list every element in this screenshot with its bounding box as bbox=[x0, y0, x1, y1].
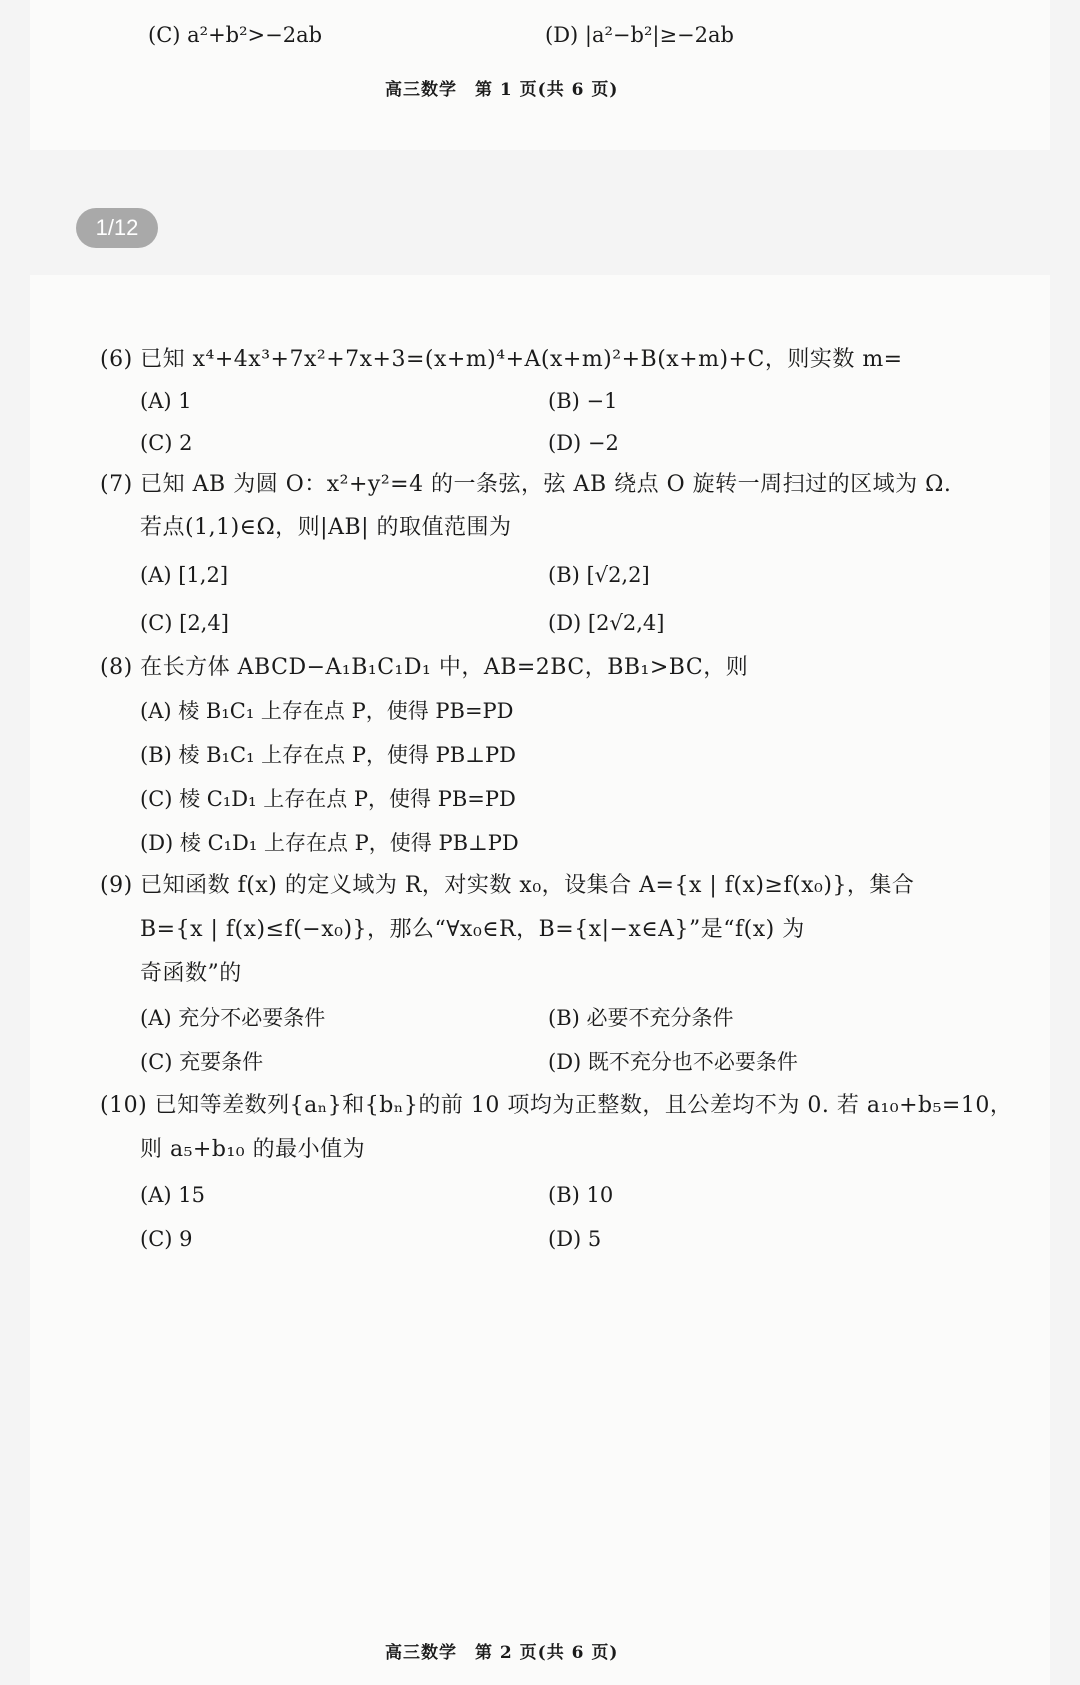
q10-option-c: (C) 9 bbox=[140, 1227, 193, 1251]
option-c-prev: (C) a²+b²>−2ab bbox=[148, 23, 323, 47]
page-footer-2: 高三数学 第 2 页(共 6 页) bbox=[385, 1643, 619, 1663]
q9-option-b: (B) 必要不充分条件 bbox=[548, 1006, 734, 1030]
question-10-stem-line2: 则 a₅+b₁₀ 的最小值为 bbox=[140, 1137, 366, 1162]
q8-option-a: (A) 棱 B₁C₁ 上存在点 P，使得 PB=PD bbox=[140, 699, 514, 723]
question-7-stem-line2: 若点(1,1)∈Ω，则|AB| 的取值范围为 bbox=[140, 515, 512, 540]
q9-option-c: (C) 充要条件 bbox=[140, 1050, 264, 1074]
q7-option-d: (D) [2√2,4] bbox=[548, 611, 665, 635]
q7-option-c: (C) [2,4] bbox=[140, 611, 229, 635]
question-7-stem-line1: (7) 已知 AB 为圆 O：x²+y²=4 的一条弦，弦 AB 绕点 O 旋转一周扫过的区域为 Ω. bbox=[100, 472, 952, 497]
q6-option-a: (A) 1 bbox=[140, 389, 192, 413]
question-10-stem-line1: (10) 已知等差数列{aₙ}和{bₙ}的前 10 项均为正整数，且公差均不为 0. 若 a₁₀+b₅=10， bbox=[100, 1093, 1013, 1118]
previous-page bbox=[30, 0, 1050, 150]
question-8-stem: (8) 在长方体 ABCD−A₁B₁C₁D₁ 中，AB=2BC，BB₁>BC，则 bbox=[100, 655, 749, 680]
q6-option-b: (B) −1 bbox=[548, 389, 618, 413]
exam-page bbox=[30, 275, 1050, 1685]
question-9-stem-line2: B={x | f(x)≤f(−x₀)}，那么“∀x₀∈R，B={x|−x∈A}”是“f(x) 为 bbox=[140, 917, 805, 942]
option-d-prev: (D) |a²−b²|≥−2ab bbox=[545, 23, 734, 47]
q8-option-c: (C) 棱 C₁D₁ 上存在点 P，使得 PB=PD bbox=[140, 787, 516, 811]
q6-option-c: (C) 2 bbox=[140, 431, 193, 455]
q9-option-a: (A) 充分不必要条件 bbox=[140, 1006, 326, 1030]
q8-option-b: (B) 棱 B₁C₁ 上存在点 P，使得 PB⊥PD bbox=[140, 743, 516, 767]
q10-option-a: (A) 15 bbox=[140, 1183, 205, 1207]
q8-option-d: (D) 棱 C₁D₁ 上存在点 P，使得 PB⊥PD bbox=[140, 831, 519, 855]
q10-option-b: (B) 10 bbox=[548, 1183, 614, 1207]
q7-option-a: (A) [1,2] bbox=[140, 563, 229, 587]
question-9-stem-line3: 奇函数”的 bbox=[140, 961, 242, 986]
q6-option-d: (D) −2 bbox=[548, 431, 619, 455]
question-6-stem: (6) 已知 x⁴+4x³+7x²+7x+3=(x+m)⁴+A(x+m)²+B(x+m)+C，则实数 m= bbox=[100, 347, 903, 372]
q10-option-d: (D) 5 bbox=[548, 1227, 602, 1251]
page-footer-1: 高三数学 第 1 页(共 6 页) bbox=[385, 80, 619, 100]
q9-option-d: (D) 既不充分也不必要条件 bbox=[548, 1050, 798, 1074]
page-counter-badge: 1/12 bbox=[76, 208, 158, 248]
question-9-stem-line1: (9) 已知函数 f(x) 的定义域为 R，对实数 x₀，设集合 A={x | f(x)≥f(x₀)}，集合 bbox=[100, 873, 915, 898]
q7-option-b: (B) [√2,2] bbox=[548, 563, 650, 587]
